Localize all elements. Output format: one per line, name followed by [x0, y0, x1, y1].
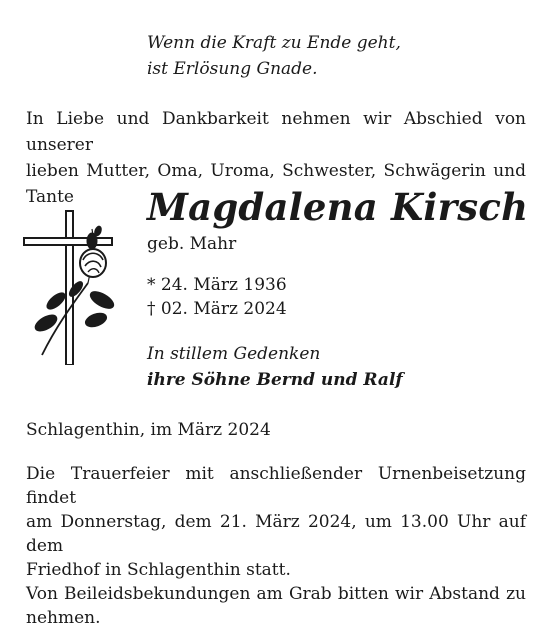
intro-line-3: Tante [26, 187, 74, 207]
funeral-line-3: Friedhof in Schlagenthin statt. [26, 560, 291, 580]
mourners-names: ihre Söhne Bernd und Ralf [147, 370, 403, 390]
intro-line-2: lieben Mutter, Oma, Uroma, Schwester, Schwägerin und [26, 161, 526, 181]
motto [147, 30, 401, 82]
funeral-line-1: Die Trauerfeier mit anschließender Urnenbeisetzung findet [26, 464, 526, 508]
intro-line-1: In Liebe und Dankbarkeit nehmen wir Abschied von unserer [26, 109, 526, 155]
motto-line-2: ist Erlösung Gnade. [147, 59, 318, 79]
death-date: † 02. März 2024 [147, 299, 287, 319]
deceased-name: Magdalena Kirsch [147, 185, 529, 229]
funeral-info [26, 462, 526, 630]
birth-name: geb. Mahr [147, 234, 237, 254]
birth-date: * 24. März 1936 [147, 275, 287, 295]
funeral-line-5: nehmen. [26, 608, 101, 628]
funeral-line-4: Von Beileidsbekundungen am Grab bitten wir Abstand zu [26, 584, 526, 604]
motto-line-1: Wenn die Kraft zu Ende geht, [147, 33, 401, 53]
funeral-line-2: am Donnerstag, dem 21. März 2024, um 13.00 Uhr auf dem [26, 512, 526, 556]
cross-with-rose [22, 205, 122, 365]
place-date: Schlagenthin, im März 2024 [26, 420, 271, 440]
memorial-line: In stillem Gedenken [147, 344, 321, 364]
